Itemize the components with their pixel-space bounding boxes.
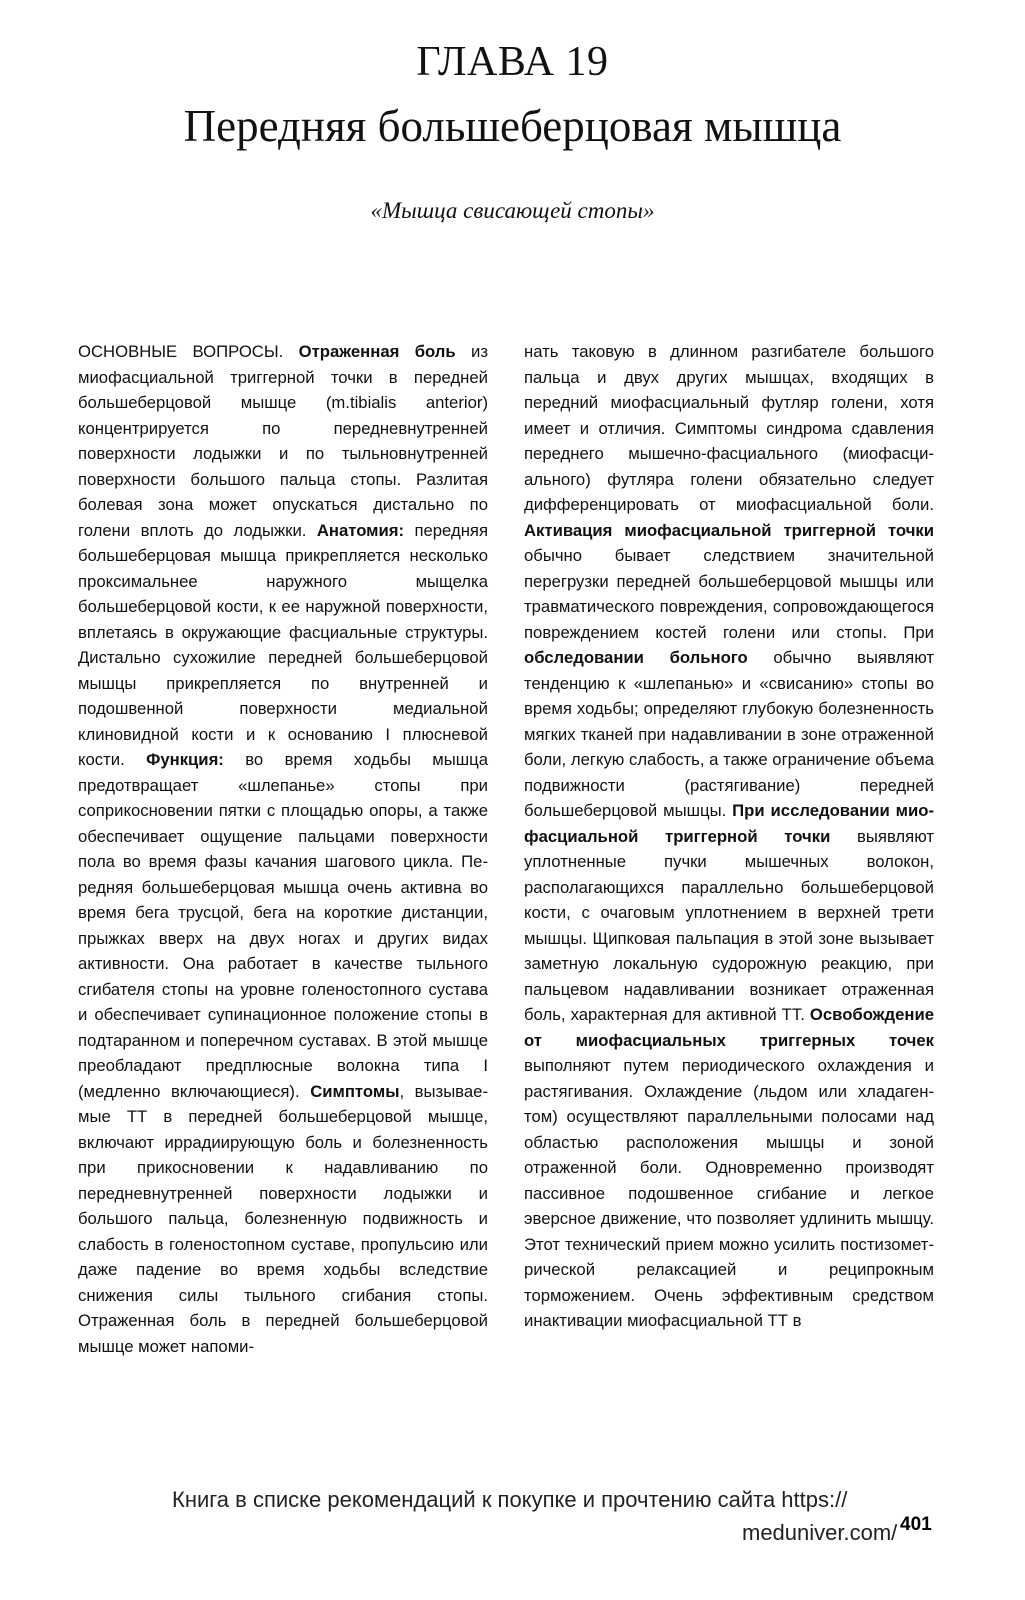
- text-run: выполняют путем периодического охлаждения и растягивания. Охлаждение (льдом или хладагентом) осуществляют параллельными полосами над областью расположения мышцы и зоной отраженной боли. Одновременно производят пассивное подошвенное сгибание и легкое эверсное движение, что позволяет удлинить мышцу. Этот технический прием можно усилить постизометрической релаксацией и реципрокным торможением. Очень эффективным средством инактивации миофасциальной ТТ в: [524, 1056, 934, 1330]
- bold-term: Активация миофасциальной триггерной точки: [524, 520, 934, 540]
- bold-term: обследовании больного: [524, 648, 748, 667]
- footer-note: Книга в списке рекомендаций к покупке и прочтению сайта https://: [172, 1487, 848, 1512]
- text-run: нать таковую в длинном разгибателе большого пальца и двух других мышцах, входящих в передний миофасциальный футляр голени, хотя имеет и отличия. Симптомы синдрома сдавления переднего мышечно-фасциального (миофасциального) футляра голени обязательно следует дифференцировать от миофасциальной боли.: [524, 342, 934, 514]
- chapter-title: Передняя большеберцовая мышца: [183, 101, 842, 151]
- text-run: обычно бывает следствием значительной перегрузки передней большеберцовой мышцы или травматического повреждения, сопровождающегося повреждением костей голени или стопы. При: [524, 546, 934, 642]
- bold-term: Симптомы: [310, 1081, 400, 1101]
- text-run: выявляют уплотненные пучки мышечных волокон, располагающихся параллельно большеберцовой кости, с очаговым уплотнением в верхней трети мышцы. Щипковая пальпация в этой зоне вызывает заметную локальную судорожную реакцию, при пальцевом надавливании возникает отраженная боль, характерная для активной ТТ.: [524, 826, 934, 1024]
- page-number: 401: [900, 1514, 932, 1535]
- text-run: ОСНОВНЫЕ ВОПРОСЫ.: [78, 342, 299, 361]
- bold-term: Освобождение от миофасциальных триггерных точек: [524, 1005, 934, 1050]
- text-run: передняя большеберцовая мышца прикрепляется несколько проксимальнее наружного мыщелка большеберцовой кости, к ее наружной поверхности, вплетаясь в окружающие фасциальные структуры. Дистально сухожилие передней большеберцовой мышцы прикрепляется по внутренней и подошвенной поверхности медиальной клиновидной кости и к основанию I плюсневой кости.: [78, 520, 488, 769]
- bold-term: Функция:: [146, 750, 224, 769]
- text-run: обычно выявляют тенденцию к «шлепанью» и «свисанию» стопы во время ходьбы; определяют глубокую болезненность мягких тканей при надавливании в зоне отраженной боли, легкую слабость, а также ограничение объема подвижности (растягивание) передней большеберцовой мышцы.: [524, 648, 934, 820]
- bold-term: Отраженная боль: [298, 342, 456, 361]
- body-column-left: [78, 339, 488, 1359]
- bold-term: При исследовании миофасциальной триггерной точки: [524, 801, 935, 846]
- chapter-subtitle: «Мышца свисающей стопы»: [370, 198, 655, 223]
- body-column-right: [524, 339, 934, 1334]
- text-run: во время ходьбы мышца предотвращает «шлепанье» стопы при соприкосновении пятки с площадью опоры, а также обеспечивает ощущение пальцами поверхности пола во время фазы качания шагового цикла. Передняя большеберцовая мышца очень активна во время бега трусцой, бега на короткие дистанции, прыжках вверх на двух ногах и других видах активности. Она работает в качестве тыльного сгибателя стопы на уровне голеностопного сустава и обеспечивает супинационное положение стопы в подтаранном и поперечном суставах. В этой мышце преобладают предплюсные волокна типа I (медленно включающиеся).: [78, 750, 488, 1101]
- bold-term: Анатомия:: [316, 520, 405, 540]
- text-run: , вызываемые ТТ в передней большеберцовой мышце, включают иррадиирующую боль и болезненность при прикосновении к надавливанию по передневнутренней поверхности лодыжки и большого пальца, болезненную подвижность и слабость в голеностопном суставе, пропульсию или даже падение во время ходьбы вследствие снижения силы тыльного сгибания стопы. Отраженная боль в передней большеберцовой мышце может напоми-: [78, 1081, 488, 1356]
- text-run: из миофасциальной триггерной точки в передней большеберцовой мышце (m.tibialis anterior) концентрируется по передневнутренней поверхности лодыжки и по тыльновнутренней поверхности большого пальца стопы. Разлитая болевая зона может опускаться дистально по голени вплоть до лодыжки.: [78, 342, 488, 540]
- chapter-heading: ГЛАВА 19: [416, 39, 609, 85]
- footer-link[interactable]: meduniver.com/: [742, 1520, 898, 1545]
